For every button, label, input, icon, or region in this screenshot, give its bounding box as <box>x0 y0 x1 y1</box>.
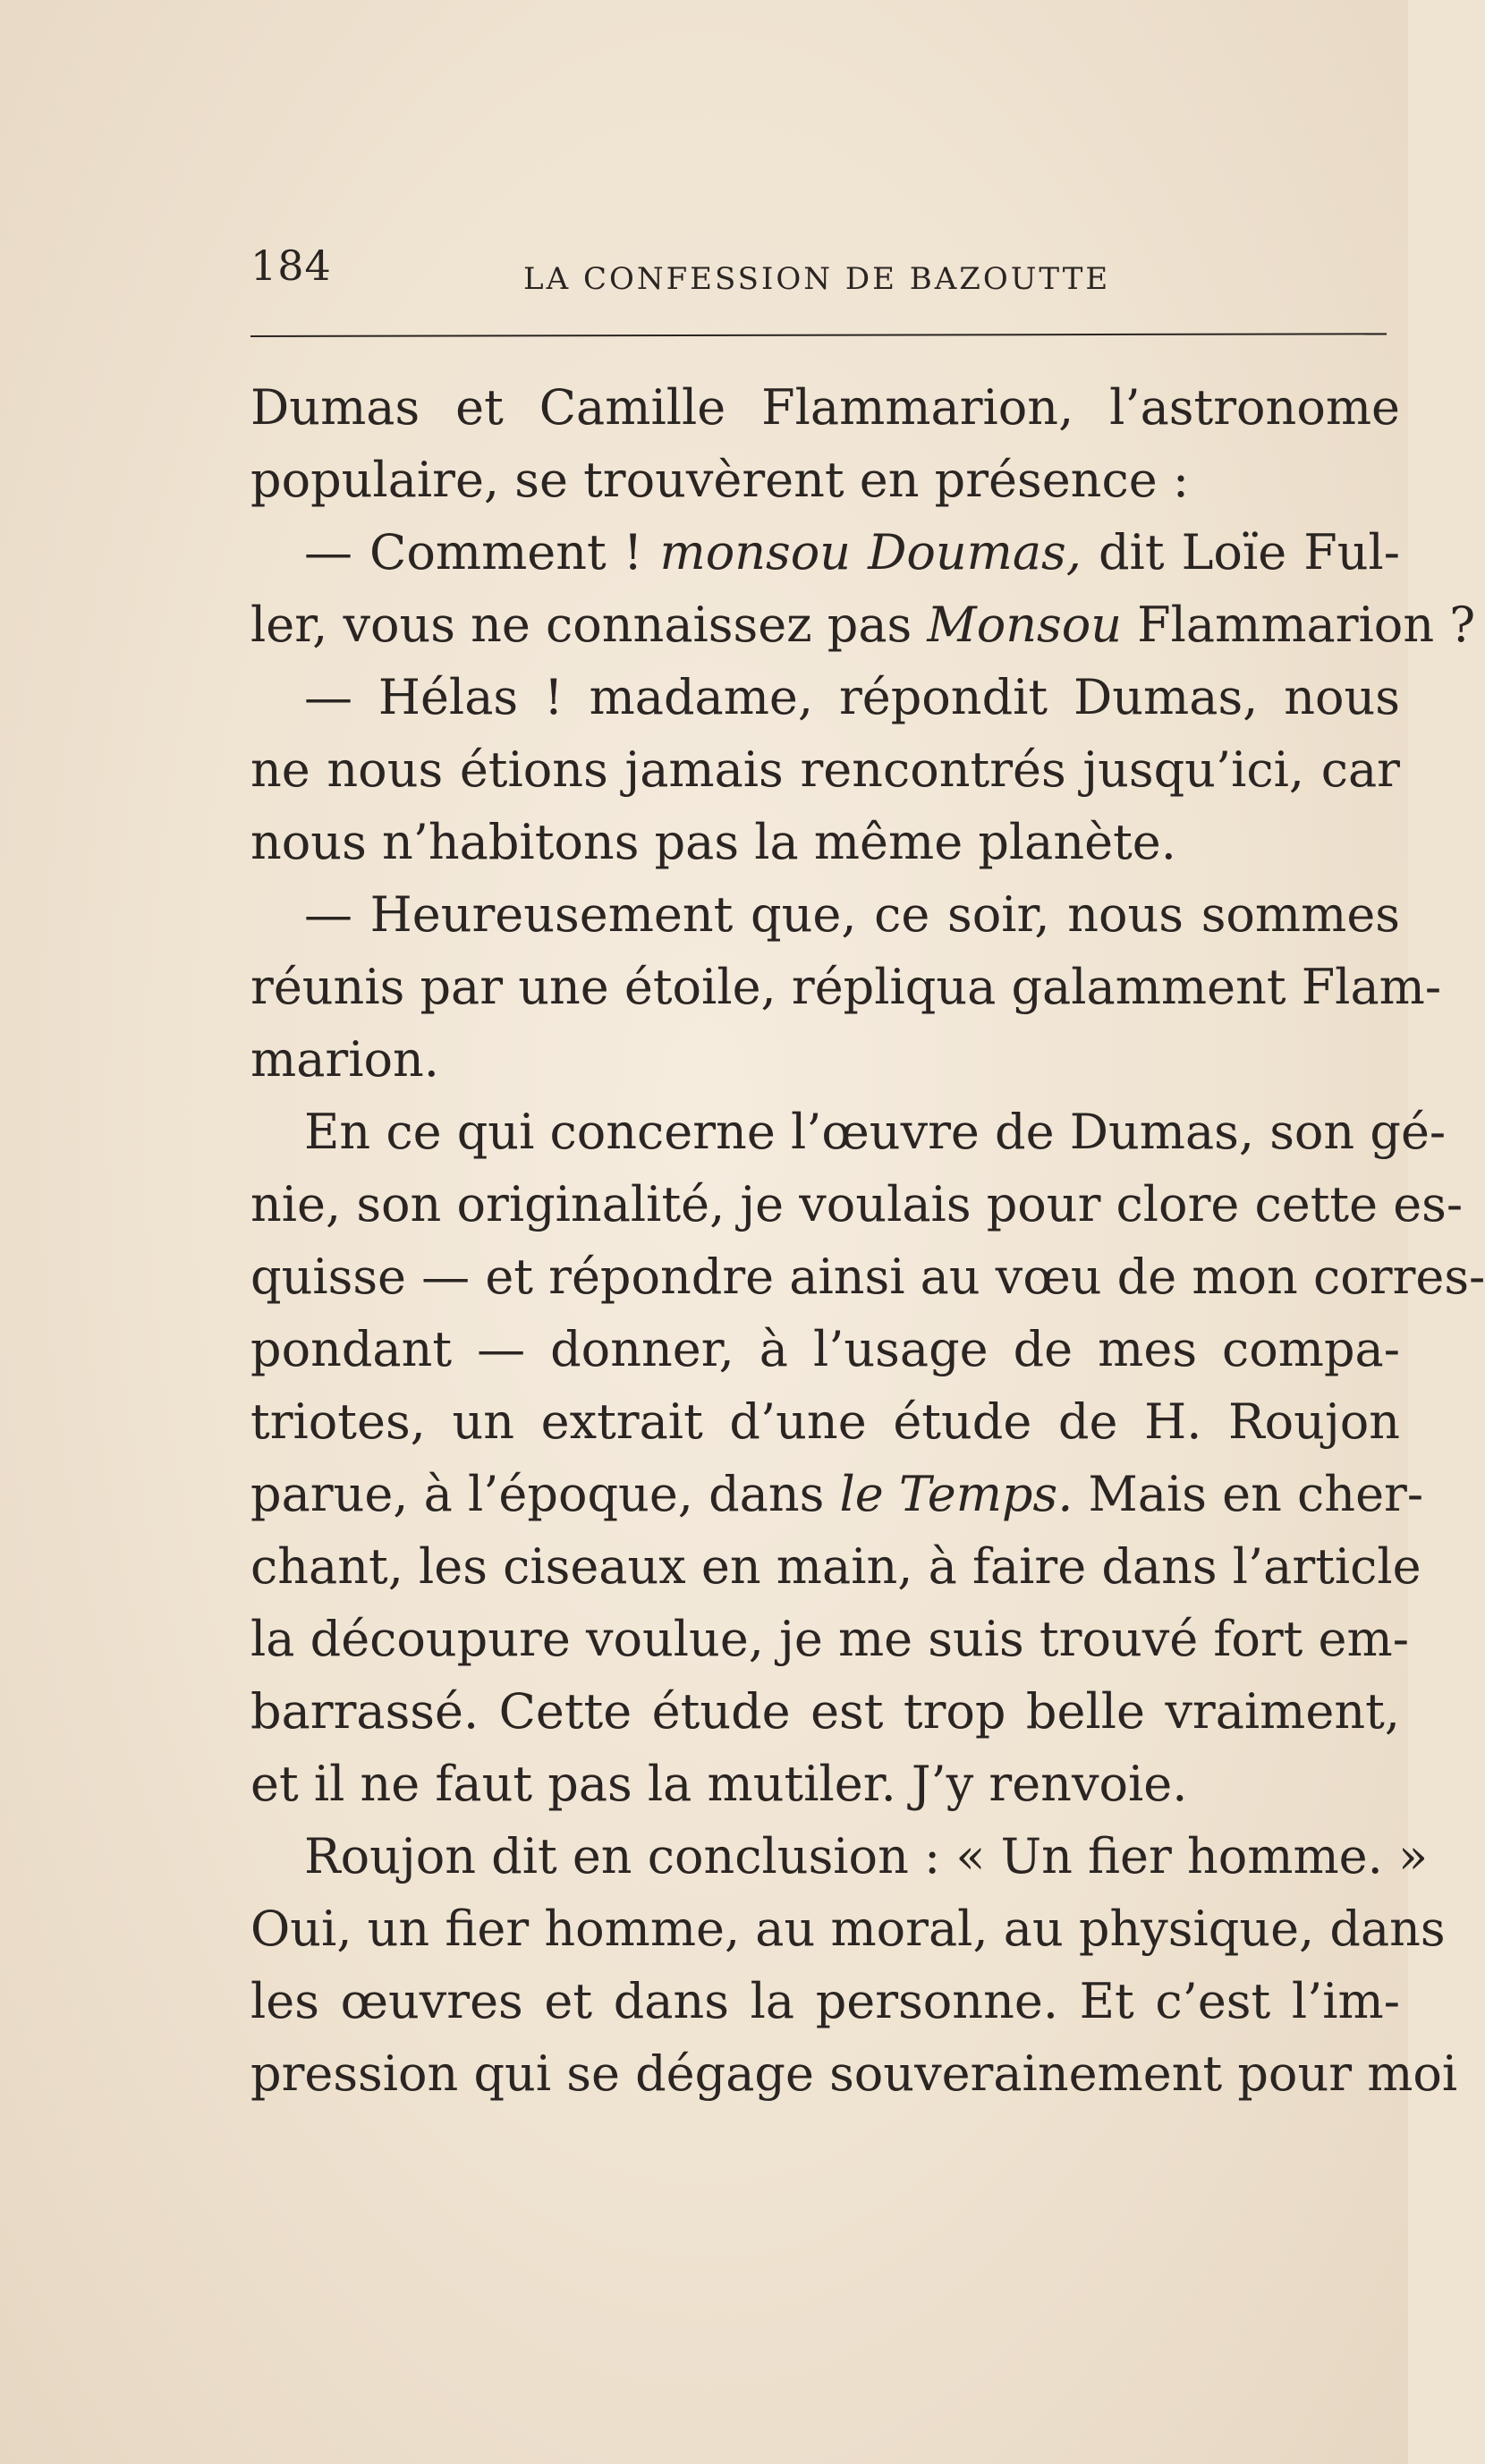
text-line: triotes, un extrait d’une étude de H. Roujon <box>250 1393 1400 1450</box>
text-segment: Mais en cher- <box>1073 1466 1424 1522</box>
text-line: les œuvres et dans la personne. Et c’est l’im- <box>250 1973 1400 2029</box>
text-line: marion. <box>250 1031 439 1088</box>
text-line: En ce qui concerne l’œuvre de Dumas, son gé- <box>304 1104 1447 1160</box>
text-line: chant, les ciseaux en main, à faire dans l’article <box>250 1538 1421 1595</box>
text-line: barrassé. Cette étude est trop belle vraiment, <box>250 1683 1400 1740</box>
text-line <box>250 588 1476 661</box>
text-line: la découpure voulue, je me suis trouvé fort em- <box>250 1611 1409 1667</box>
text-line: Dumas et Camille Flammarion, l’astronome <box>250 379 1400 436</box>
text-line: nie, son originalité, je voulais pour clore cette es- <box>250 1176 1464 1232</box>
text-line: populaire, se trouvèrent en présence : <box>250 452 1190 508</box>
text-line: quisse — et répondre ainsi au vœu de mon corres- <box>250 1249 1485 1305</box>
text-line: ne nous étions jamais rencontrés jusqu’ici, car <box>250 741 1400 798</box>
running-head: LA CONFESSION DE BAZOUTTE <box>523 261 1111 297</box>
text-line: réunis par une étoile, répliqua galamment Flam- <box>250 959 1442 1015</box>
text-segment: Flammarion ? <box>1122 597 1476 653</box>
text-segment: ler, vous ne connaissez pas <box>250 597 928 653</box>
text-segment: — Comment ! <box>304 524 660 580</box>
italic-segment: Monsou <box>927 597 1123 653</box>
text-line: Roujon dit en conclusion : « Un fier homme. » <box>304 1828 1429 1884</box>
text-segment: dit Loïe Ful- <box>1081 524 1400 580</box>
text-line: pondant — donner, à l’usage de mes compa- <box>250 1321 1400 1377</box>
text-line: — Hélas ! madame, répondit Dumas, nous <box>304 669 1400 725</box>
page-number: 184 <box>250 241 332 290</box>
text-line: — Heureusement que, ce soir, nous sommes <box>304 886 1400 943</box>
text-line: nous n’habitons pas la même planète. <box>250 814 1176 870</box>
text-segment: parue, à l’époque, dans <box>250 1466 840 1522</box>
text-line <box>250 1458 1424 1530</box>
body-text <box>250 371 1485 2110</box>
page-header <box>250 241 1387 304</box>
text-line: Oui, un fier homme, au moral, au physique, dans <box>250 1901 1446 1957</box>
text-line <box>250 516 1400 588</box>
text-line: et il ne faut pas la mutiler. J’y renvoie. <box>250 1756 1188 1812</box>
text-line: pression qui se dégage souverainement pour moi <box>250 2045 1458 2102</box>
header-rule <box>250 333 1387 337</box>
italic-segment: monsou Doumas, <box>659 524 1082 580</box>
italic-segment: le Temps. <box>839 1466 1073 1522</box>
